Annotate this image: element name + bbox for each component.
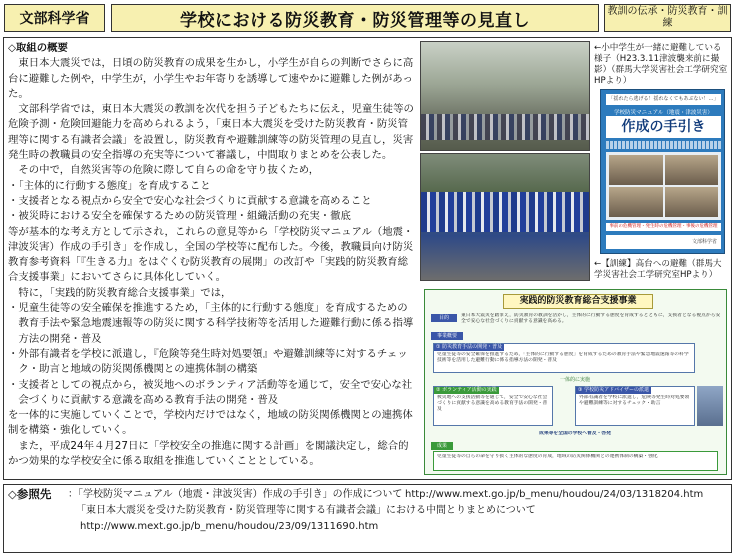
overview-text — [8, 41, 416, 477]
integration-arrow: 一体的に実施 — [559, 377, 590, 383]
booklet-subtitle: 学校防災マニュアル（地震・津波災害） — [614, 110, 713, 116]
booklet-decoration — [606, 141, 721, 149]
booklet-title: 作成の手引き — [606, 116, 721, 138]
reference-url-1[interactable]: http://www.mext.go.jp/b_menu/houdou/24/03/1318204.htm — [405, 489, 704, 500]
booklet-photo — [609, 187, 663, 217]
crowd-shape — [421, 114, 589, 140]
bullet-item: ・支援者となる視点から安全で安心な社会づくりに貢献する意識を高めること — [8, 194, 372, 207]
reference-label: ◇参照先 — [8, 487, 52, 501]
method-text: 児童生徒等の安全確保を推進するため，「主体的に行動する態度」を育成するための教育手法や緊急地震速報等の科学技術等を活用した避難行動に係る指導方法の開発・普及 — [437, 352, 689, 363]
paragraph: また，平成24年４月27日に「学校安全の推進に関する計画」を閣議決定し，総合的かつ効果的な学校安全に係る取組を推進していくこととしている。 — [8, 439, 409, 468]
booklet-photo — [665, 155, 718, 185]
result-label: 成果 — [431, 442, 453, 450]
booklet-publisher: 文部科学省 — [691, 239, 717, 245]
photo-caption: ←小中学生が一緒に避難している様子（H23.3.11津波襲来前に撮影）（群馬大学災害社会工学研究室HPより） — [594, 43, 728, 86]
reference-box — [3, 484, 732, 553]
photo-area — [420, 41, 730, 286]
diagram-title: 実践的防災教育総合支援事業 — [503, 294, 653, 309]
manual-booklet-cover — [600, 89, 725, 254]
result-box — [433, 451, 718, 471]
paragraph: 特に，「実践的防災教育総合支援事業」では， — [18, 286, 232, 299]
drill-photo — [420, 153, 590, 281]
section-title: ◇取組の概要 — [8, 42, 68, 54]
crowd-shape — [421, 192, 589, 232]
bullet-item: ・支援者としての視点から，被災地へのボランティア活動等を通じて，安全で安心な社会づくりに貢献する意識を高める教育手法の開発・普及 — [8, 378, 413, 406]
content-label: 事業概要 — [431, 332, 463, 340]
ministry-label: 文部科学省 — [4, 4, 105, 32]
advisor-head: ③ 学校防災アドバイザーの派遣 — [578, 387, 649, 393]
volunteer-box — [433, 386, 553, 426]
booklet-top-line: 「揺れたら逃げる！揺れなくてもあぶない！…」 — [606, 94, 721, 105]
advisor-box — [575, 386, 695, 426]
reference-line-1: ：「学校防災マニュアル（地震・津波災害）作成の手引き」の作成について — [68, 489, 403, 500]
booklet-photos — [606, 152, 721, 220]
volunteer-head: ② ボランティア活動の実践 — [436, 387, 497, 393]
booklet-photo — [609, 155, 663, 185]
advisor-text: 外部有識者を学校に派遣し，危険等発生時対処要領や避難訓練等に対するチェック・助言 — [579, 395, 690, 406]
paragraph: 東日本大震災では，日頃の防災教育の成果を生かし，小学生が自らの判断でさらに高台に避難した例や，中学生が，小学生やお年寄りを誘導して速やかに避難した例があった。 — [8, 57, 414, 100]
bullet-item: ・「主体的に行動する態度」を育成すること — [8, 179, 211, 192]
purpose-text: 東日本大震災を踏まえ，防災教育の教訓を活かし，主体的に行動する態度を育成するとともに，支援者となる視点から安全で安心な社会づくりに貢献する意識を高める。 — [461, 313, 721, 324]
paragraph: を一体的に実施していくことで，学校内だけではなく，地域の防災関係機関との連携体制を構築・強化していく。 — [8, 409, 413, 437]
category-tag: 教訓の伝承・防災教育・訓練 — [604, 4, 731, 32]
photo-caption: ←【訓練】高台への避難（群馬大学災害社会工学研究室HPより） — [594, 259, 722, 280]
booklet-footer — [606, 235, 721, 249]
booklet-red-line: 事前の危機管理・発生時の危機管理・事後の危機管理 — [606, 223, 721, 231]
purpose-label: 目的 — [431, 314, 457, 322]
evacuation-photo — [420, 41, 590, 151]
bullet-item: ・被災時における安全を確保するための防災管理・組織活動の充実・徹底 — [8, 210, 351, 223]
school-building-icon — [697, 386, 723, 426]
method-box — [433, 343, 695, 373]
bullet-item: ・児童生徒等の安全確保を推進するため，「主体的に行動する態度」を育成するための教育手法や緊急地震速報等の防災に関する科学技術等を活用した避難行動に係る指導方法の開発・普及 — [8, 302, 414, 345]
paragraph: その中で，自然災害等の危険に際して自らの命を守り抜くため， — [18, 164, 320, 177]
method-head: ① 防災教育手法の開発・普及 — [436, 344, 503, 350]
booklet-photo — [665, 187, 718, 217]
goal-text: 成果等を全国の学校へ普及・啓発 — [539, 431, 611, 436]
page-title: 学校における防災教育・防災管理等の見直し — [111, 4, 599, 32]
program-diagram — [424, 289, 727, 475]
reference-url-2[interactable]: http://www.mext.go.jp/b_menu/houdou/23/09/1311690.htm — [80, 521, 379, 532]
volunteer-text: 被災地への支援活動等を通じて，安全で安心な社会づくりに貢献する意識を高める教育手法の開発・普及 — [437, 395, 548, 412]
header — [0, 0, 735, 38]
bullet-item: ・外部有識者を学校に派遣し，『危険等発生時対処要領』や避難訓練等に対するチェック・助言と地域の防災関係機関との連携体制の構築 — [8, 347, 408, 376]
paragraph: 等が基本的な考え方として示され，これらの意見等から「学校防災マニュアル（地震・津波災害）作成の手引き」を作成し，全国の学校等に配布した。今後，教職員向け防災教育参考資料「『生きる力』をはぐくむ防災教育の展開」の改訂や「実践的防災教育総合支援事業」においてさらに具体化していく。 — [8, 225, 414, 284]
reference-line-2: 「東日本大震災を受けた防災教育・防災管理等に関する有識者会議」における中間とりまとめについて — [76, 505, 536, 516]
result-text: 児童生徒等の自らの命を守り抜く主体的な態度の育成，地域の防災関係機関との連携体制の構築・強化 — [437, 454, 658, 459]
paragraph: 文部科学省では，東日本大震災の教訓を次代を担う子どもたちに伝え，児童生徒等の危険予測・危険回避能力を高められるよう，「東日本大震災を受けた防災教育・防災管理等に関する有識者会議」を設置し，防災教育や避難訓練等の防災管理の見直し，災害発生時の教職員の安全指導の充実等について審議し，中間取りまとめを公表した。 — [8, 103, 414, 162]
main-content-box — [3, 37, 732, 480]
